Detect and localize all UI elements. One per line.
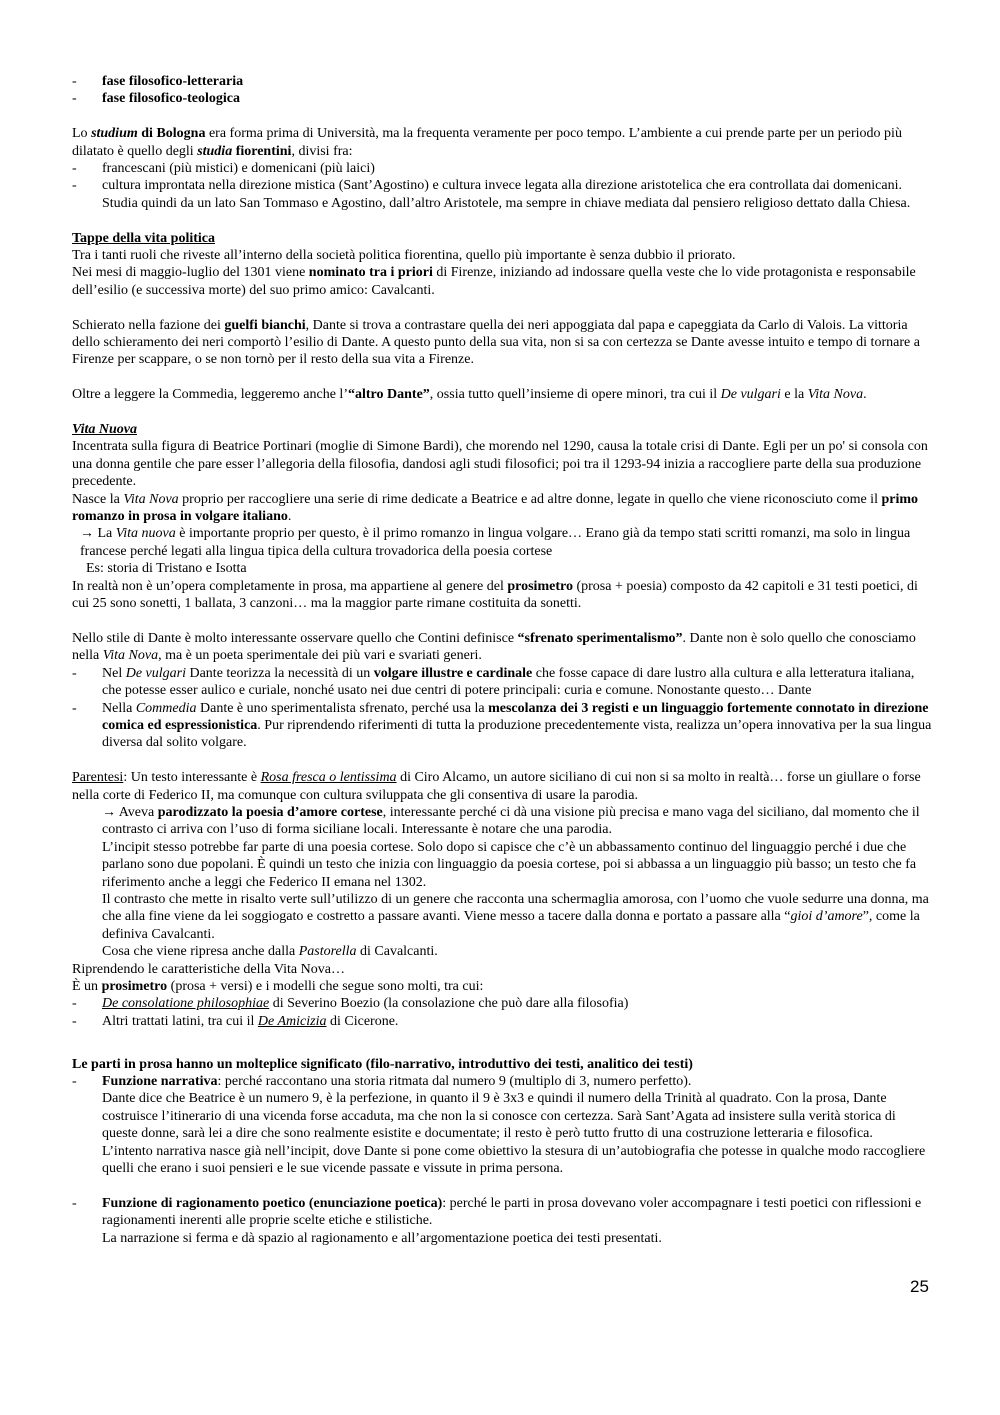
list-item: - Nella Commedia Dante è uno sperimentalista sfrenato, perché usa la mescolanza dei 3 registi e un linguaggio fortemente connotato in direzione comica ed espressionistica. Pur riprendendo riferimenti di tutta la produzione precedentemente vista, realizza un’opera innovativa per la sua lingua diversa dal solito volgare. [72,700,932,751]
paragraph-parentesi: Parentesi: Un testo interessante è Rosa fresca o lentissima di Ciro Alcamo, un autore siciliano di cui non si sa molto in realtà… forse un giullare o forse nella corte di Federico II, ma comunque con cultura sviluppata che gli consentiva di usare la parodia. [72,770,921,803]
paragraph-priorato: Tra i tanti ruoli che riveste all’interno della società politica fiorentina, quello più importante è senza dubbio il priorato. [72,248,736,264]
list-item: - fase filosofico-teologica [72,91,241,107]
arrow-icon: → [80,526,94,542]
list-item: - De consolatione philosophiae di Severino Boezio (la consolazione che può dare alla filosofia) [72,996,629,1012]
list-item: - Funzione narrativa: perché raccontano una storia ritmata dal numero 9 (multiplo di 3, numero perfetto). [72,1074,692,1090]
paragraph-arrow-parodia: → Aveva parodizzato la poesia d’amore cortese, interessante perché ci dà una visione più precisa e mano vaga del siciliano, dal momento che il contrasto ci arriva con l’uso di forma siciliane locali. Interessante è notare che una parodia. [102,804,920,838]
list-item: - Funzione di ragionamento poetico (enunciazione poetica): perché le parti in prosa dovevano voler accompagnare i testi poetici con riflessioni e ragionamenti inerenti alle proprie scelte etiche e stilistiche. [72,1195,922,1229]
paragraph-altro-dante: Oltre a leggere la Commedia, leggeremo anche l’“altro Dante”, ossia tutto quell’insieme di opere minori, tra cui il De vulgari e la Vita Nova. [72,387,867,403]
paragraph-incipit: L’incipit stesso potrebbe far parte di una poesia cortese. Solo dopo si capisce che c’è un abbassamento continuo del linguaggio perché i due che parlano sono due popolani. È quindi un testo che inizia con linguaggio da poesia cortese, poi si abbassa a un linguaggio più basso; un testo che fa riferimento anche a leggi che Federico II emana nel 1302. [102,839,917,890]
list-item: - Nel De vulgari Dante teorizza la necessità di un volgare illustre e cardinale che fosse capace di dare lustro alla cultura e alla letteratura italiana, che potesse esser aulico e curiale, nonché usato nei due centri di potere principali: curia e comune. Nonostante questo… Dante [72,665,915,699]
paragraph-e-un-prosimetro: È un prosimetro (prosa + versi) e i modelli che segue sono molti, tra cui: [72,979,484,995]
paragraph-arrow-vita-nuova: → La Vita nuova è importante proprio per questo, è il primo romanzo in lingua volgare… Erano già da tempo stati scritti romanzi, ma solo in lingua francese perché legati alla lingua tipica della cultura trovadorica della poesia cortese [80,526,911,559]
list-item-text: cultura improntata nella direzione mistica (Sant’Agostino) e cultura invece legata alla direzione aristotelica che era controllata dai domenicani. Studia quindi da un lato San Tommaso e Agostino, dall’altro Aristotele, ma sempre in chiave mediata dal pensiero religioso dettato dalla Chiesa. [102,178,911,211]
paragraph-numero-nove: Dante dice che Beatrice è un numero 9, è la perfezione, in quanto il 9 è 3x3 e quindi il numero della Trinità al quadrato. Con la prosa, Dante costruisce l’itinerario di una vicenda forse accaduta, ma che non la si conosce con certezza. Sarà Sant’Agata ad insistere sulla verità storica di queste donne, sarà lei a dire che sono realmente esistite e documentate; il resto è però tutto frutto di una costruzione letteraria e filosofica. [102,1091,896,1142]
paragraph-guelfi: Schierato nella fazione dei guelfi bianchi, Dante si trova a contrastare quella dei neri appoggiata dal papa e capeggiata da Carlo di Valois. La vittoria dello schieramento dei neri comportò l’esilio di Dante. A questo punto della sua vita, non si sa con certezza se Dante avesse intuito e tempo di tornare a Firenze per scappare, o se non tornò per il resto della sua vita a Firenze. [72,317,920,368]
section-heading-vita-nuova: Vita Nuova [72,422,137,438]
paragraph-stile: Nello stile di Dante è molto interessante osservare quello che Contini definisce “sfrenato sperimentalismo”. Dante non è solo quello che conosciamo nella Vita Nova, ma è un poeta sperimentale dei più vari e svariati generi. [72,630,916,664]
paragraph-narrazione: La narrazione si ferma e dà spazio al ragionamento e all’argomentazione poetica dei testi presentati. [102,1230,662,1246]
list-item: - Altri trattati latini, tra cui il De Amicizia di Cicerone. [72,1013,399,1029]
page-number: 25 [910,1277,929,1296]
list-item-text: fase filosofico-letteraria [102,74,244,89]
list-item: - francescani (più mistici) e domenicani (più laici) [72,161,375,177]
paragraph-nasce: Nasce la Vita Nova proprio per raccogliere una serie di rime dedicate a Beatrice e ad altre donne, legate in quello che viene riconosciuto come il primo romanzo in prosa in volgare italiano. [72,491,919,525]
paragraph-prosimetro: In realtà non è un’opera completamente in prosa, ma appartiene al genere del prosimetro (prosa + poesia) composto da 42 capitoli e 31 testi poetici, di cui 25 sono sonetti, 1 ballata, 3 canzoni… ma la maggior parte rimane costituita da sonetti. [72,578,918,612]
list-item: - fase filosofico-letteraria [72,74,244,89]
list-item-text: fase filosofico-teologica [102,91,241,107]
paragraph-example: Es: storia di Tristano e Isotta [86,561,247,577]
paragraph-riprendendo: Riprendendo le caratteristiche della Vita Nova… [72,961,345,977]
paragraph-intento-narrativo: L’intento narrativa nasce già nell’incipit, dove Dante si pone come obiettivo la stesura di un’autobiografia che potesse in qualche modo raccogliere quelli che erano i suoi pensieri e le sue vicende passate e vissute in prima persona. [102,1143,926,1177]
paragraph-bologna: Lo studium di Bologna era forma prima di Università, ma la frequenta veramente per poco tempo. L’ambiente a cui prende parte per un periodo più dilatato è quello degli studia fiorentini, divisi fra: [72,126,902,159]
section-heading-tappe: Tappe della vita politica [72,230,216,246]
paragraph-contrasto: Il contrasto che mette in risalto verte sull’utilizzo di un genere che racconta una schermaglia amorosa, con l’uomo che vuole sedurre una donna, ma che alla fine viene da lei soggiogato e costretto a passare avanti. Viene messo a tacere dalla donna e portato a passare alla “gioi d’amore”, come la definiva Cavalcanti. [102,891,929,942]
list-item: - cultura improntata nella direzione mistica (Sant’Agostino) e cultura invece legata alla direzione aristotelica che era controllata dai domenicani. Studia quindi da un lato San Tommaso e Agostino, dall’altro Aristotele, ma sempre in chiave mediata dal pensiero religioso dettato dalla Chiesa. [72,178,911,211]
arrow-icon: → [102,804,116,820]
section-heading-parti-in-prosa: Le parti in prosa hanno un molteplice significato (filo-narrativo, introduttivo dei testi, analitico dei testi) [72,1056,693,1072]
document-page [72,73,932,1247]
list-item-text: francescani (più mistici) e domenicani (più laici) [102,161,375,177]
paragraph-nominato: Nei mesi di maggio-luglio del 1301 viene nominato tra i priori di Firenze, iniziando ad indossare quella veste che lo vide protagonista e responsabile dell’esilio (e successiva morte) del suo primo amico: Cavalcanti. [72,265,916,298]
paragraph-pastorella: Cosa che viene ripresa anche dalla Pastorella di Cavalcanti. [102,944,438,960]
paragraph-incentrata: Incentrata sulla figura di Beatrice Portinari (moglie di Simone Bardi), che morendo nel 1290, causa la totale crisi di Dante. Egli per un po' si consola con una donna gentile che pare esser l’allegoria della filosofia, dandosi agli studi filosofici; poi tra il 1293-94 inizia a raccogliere parte della sua produzione precedente. [72,439,928,490]
